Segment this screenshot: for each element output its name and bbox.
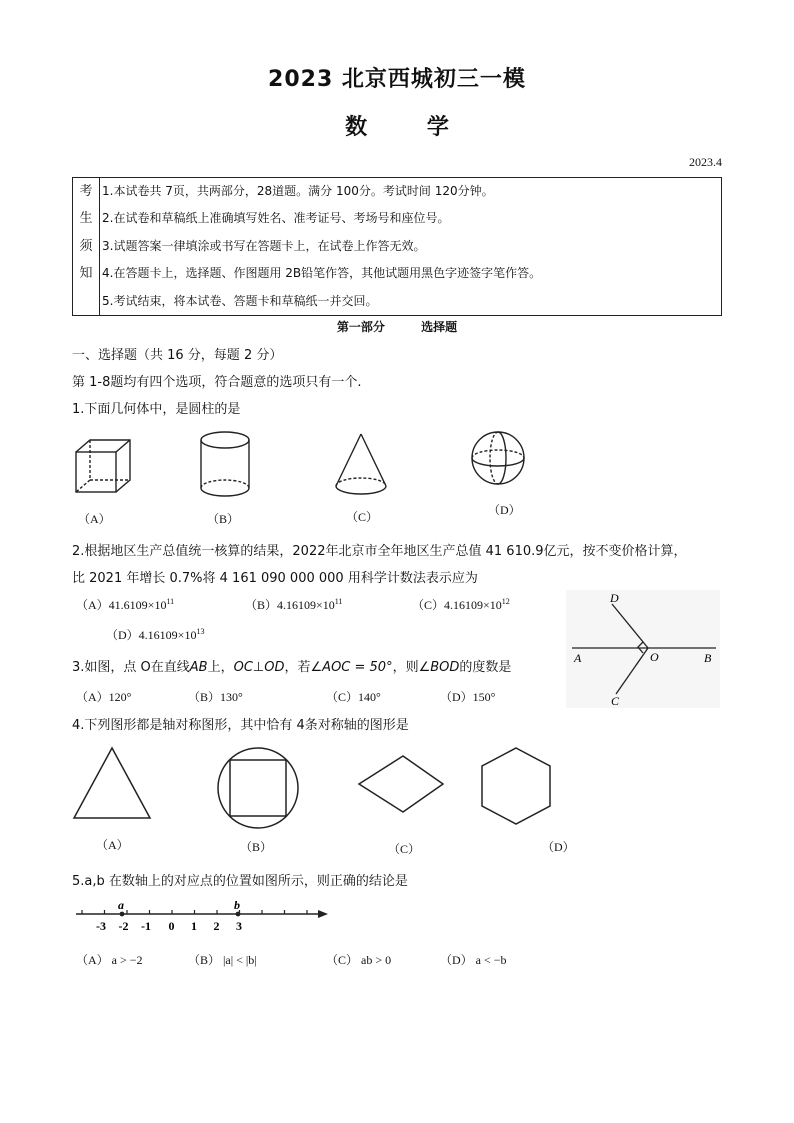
q2-option-d: [106, 626, 204, 643]
inscribed-square-shape: [230, 760, 286, 816]
q3-option-d: （D）150°: [440, 690, 496, 704]
cylinder-shape: [201, 432, 249, 496]
q5-option-a: （A） a > −2: [76, 953, 143, 967]
q5-option-c: （C） ab > 0: [326, 953, 392, 967]
cube-shape: [76, 440, 130, 492]
q3-text: 上，: [207, 660, 234, 675]
label-o: O: [650, 650, 659, 664]
q4-shapes-figure: [68, 740, 598, 835]
q3-angle-aoc: ∠AOC = 50°: [310, 660, 393, 675]
q1-label-c: （C）: [346, 510, 379, 524]
option-exponent: 13: [196, 627, 205, 636]
tick-label: 0: [168, 919, 175, 933]
q4-label-b: （B）: [240, 840, 273, 854]
q3-option-b: （B）130°: [188, 690, 243, 704]
q2-stem-line1: 2.根据地区生产总值统一核算的结果，2022年北京市全年地区生产总值 41 610.9亿元，按不变价格计算，: [72, 544, 687, 559]
hexagon-shape: [482, 748, 550, 824]
option-mantissa: 41.6109×10: [108, 598, 167, 612]
q2-option-b: [245, 596, 343, 613]
q4-label-c: （C）: [388, 842, 421, 856]
q5-option-b: （B） |a| < |b|: [188, 953, 257, 967]
q5-option-d: （D） a < −b: [440, 953, 507, 967]
part-type: 选择题: [421, 320, 458, 334]
option-label: （A）: [76, 598, 109, 612]
exam-title: 2023 北京西城初三一模: [268, 67, 526, 92]
q4-label-a: （A）: [96, 838, 129, 852]
q3-text: 的度数是: [459, 660, 512, 675]
triangle-shape: [74, 748, 150, 818]
option-mantissa: 4.16109×10: [138, 628, 197, 642]
notice-side-char: 知: [79, 266, 93, 282]
q3-perpendicular: OC⊥OD: [233, 660, 285, 675]
q3-text: 3.如图，点 O在直线: [72, 660, 190, 675]
q1-label-b: （B）: [207, 512, 240, 526]
notice-rule: 5.考试结束，将本试卷、答题卡和草稿纸一并交回。: [102, 293, 378, 308]
rhombus-shape: [359, 756, 443, 812]
tick-label: 2: [213, 919, 220, 933]
tick-label: 1: [191, 919, 197, 933]
option-label: （D）: [106, 628, 139, 642]
option-exponent: 12: [501, 597, 510, 606]
part-heading: [0, 318, 794, 335]
option-mantissa: 4.16109×10: [444, 598, 502, 612]
q3-text: ，若: [284, 660, 311, 675]
q1-stem: 1.下面几何体中，是圆柱的是: [72, 402, 241, 417]
q1-solids-figure: [70, 428, 550, 503]
notice-rules: [100, 178, 722, 316]
subject-title: [0, 110, 794, 141]
q3-stem: [72, 656, 511, 675]
q5-number-line: [72, 898, 332, 938]
option-exponent: 11: [334, 597, 343, 606]
subject-char-2: 学: [426, 115, 449, 140]
part-name: 第一部分: [336, 320, 385, 334]
option-label: （C）: [412, 598, 445, 612]
cone-shape: [336, 434, 386, 494]
point-a-dot: [120, 912, 125, 917]
tick-label: -3: [96, 919, 106, 933]
tick-label: -2: [118, 919, 129, 933]
point-b-label: b: [234, 898, 240, 912]
sphere-shape: [472, 432, 524, 484]
point-b-dot: [236, 912, 241, 917]
q3-option-a: （A）120°: [76, 690, 132, 704]
point-a-label: a: [118, 898, 124, 912]
label-b: B: [704, 651, 712, 665]
exam-notice-table: [72, 177, 722, 316]
q2-option-a: [76, 596, 174, 613]
notice-rule: 4.在答题卡上，选择题、作图题用 2B铅笔作答，其他试题用黑色字迹签字笔作答。: [102, 266, 542, 281]
label-c: C: [611, 694, 620, 708]
label-d: D: [610, 591, 619, 605]
label-a: A: [574, 651, 582, 665]
section-heading: 一、选择题（共 16 分，每题 2 分）: [72, 348, 283, 363]
q3-angle-bod: ∠BOD: [418, 660, 460, 675]
tick-label: 3: [236, 919, 242, 933]
exam-date: 2023.4: [689, 155, 722, 169]
notice-side-label: [73, 178, 100, 316]
notice-rule: 3.试题答案一律填涂或书写在答题卡上，在试卷上作答无效。: [102, 238, 426, 253]
subject-char-1: 数: [345, 115, 368, 140]
q2-option-c: [412, 596, 510, 613]
q4-stem: 4.下列图形都是轴对称图形，其中恰有 4条对称轴的图形是: [72, 718, 409, 733]
section-instruction: 第 1-8题均有四个选项，符合题意的选项只有一个.: [72, 375, 362, 390]
q5-stem: 5.a,b 在数轴上的对应点的位置如图所示，则正确的结论是: [72, 874, 408, 889]
q3-line-ab: AB: [189, 660, 208, 675]
q1-label-a: （A）: [78, 512, 111, 526]
q1-label-d: （D）: [488, 503, 521, 517]
option-mantissa: 4.16109×10: [277, 598, 335, 612]
notice-side-char: 须: [79, 238, 93, 254]
option-exponent: 11: [166, 597, 175, 606]
q3-option-c: （C）140°: [326, 690, 381, 704]
notice-side-char: 生: [79, 211, 93, 227]
q4-label-d: （D）: [542, 840, 575, 854]
notice-side-char: 考: [79, 184, 93, 199]
tick-label: -1: [141, 919, 151, 933]
number-line-arrow: [318, 910, 328, 918]
option-label: （B）: [245, 598, 278, 612]
notice-rule: 1.本试卷共 7页，共两部分，28道题。满分 100分。考试时间 120分钟。: [102, 184, 494, 198]
q3-angle-figure: [566, 590, 720, 708]
q3-text: ，则: [392, 660, 419, 675]
notice-rule: 2.在试卷和草稿纸上准确填写姓名、准考证号、考场号和座位号。: [102, 211, 450, 226]
q2-stem-line2: 比 2021 年增长 0.7%将 4 161 090 000 000 用科学计数法表示应为: [72, 571, 478, 586]
